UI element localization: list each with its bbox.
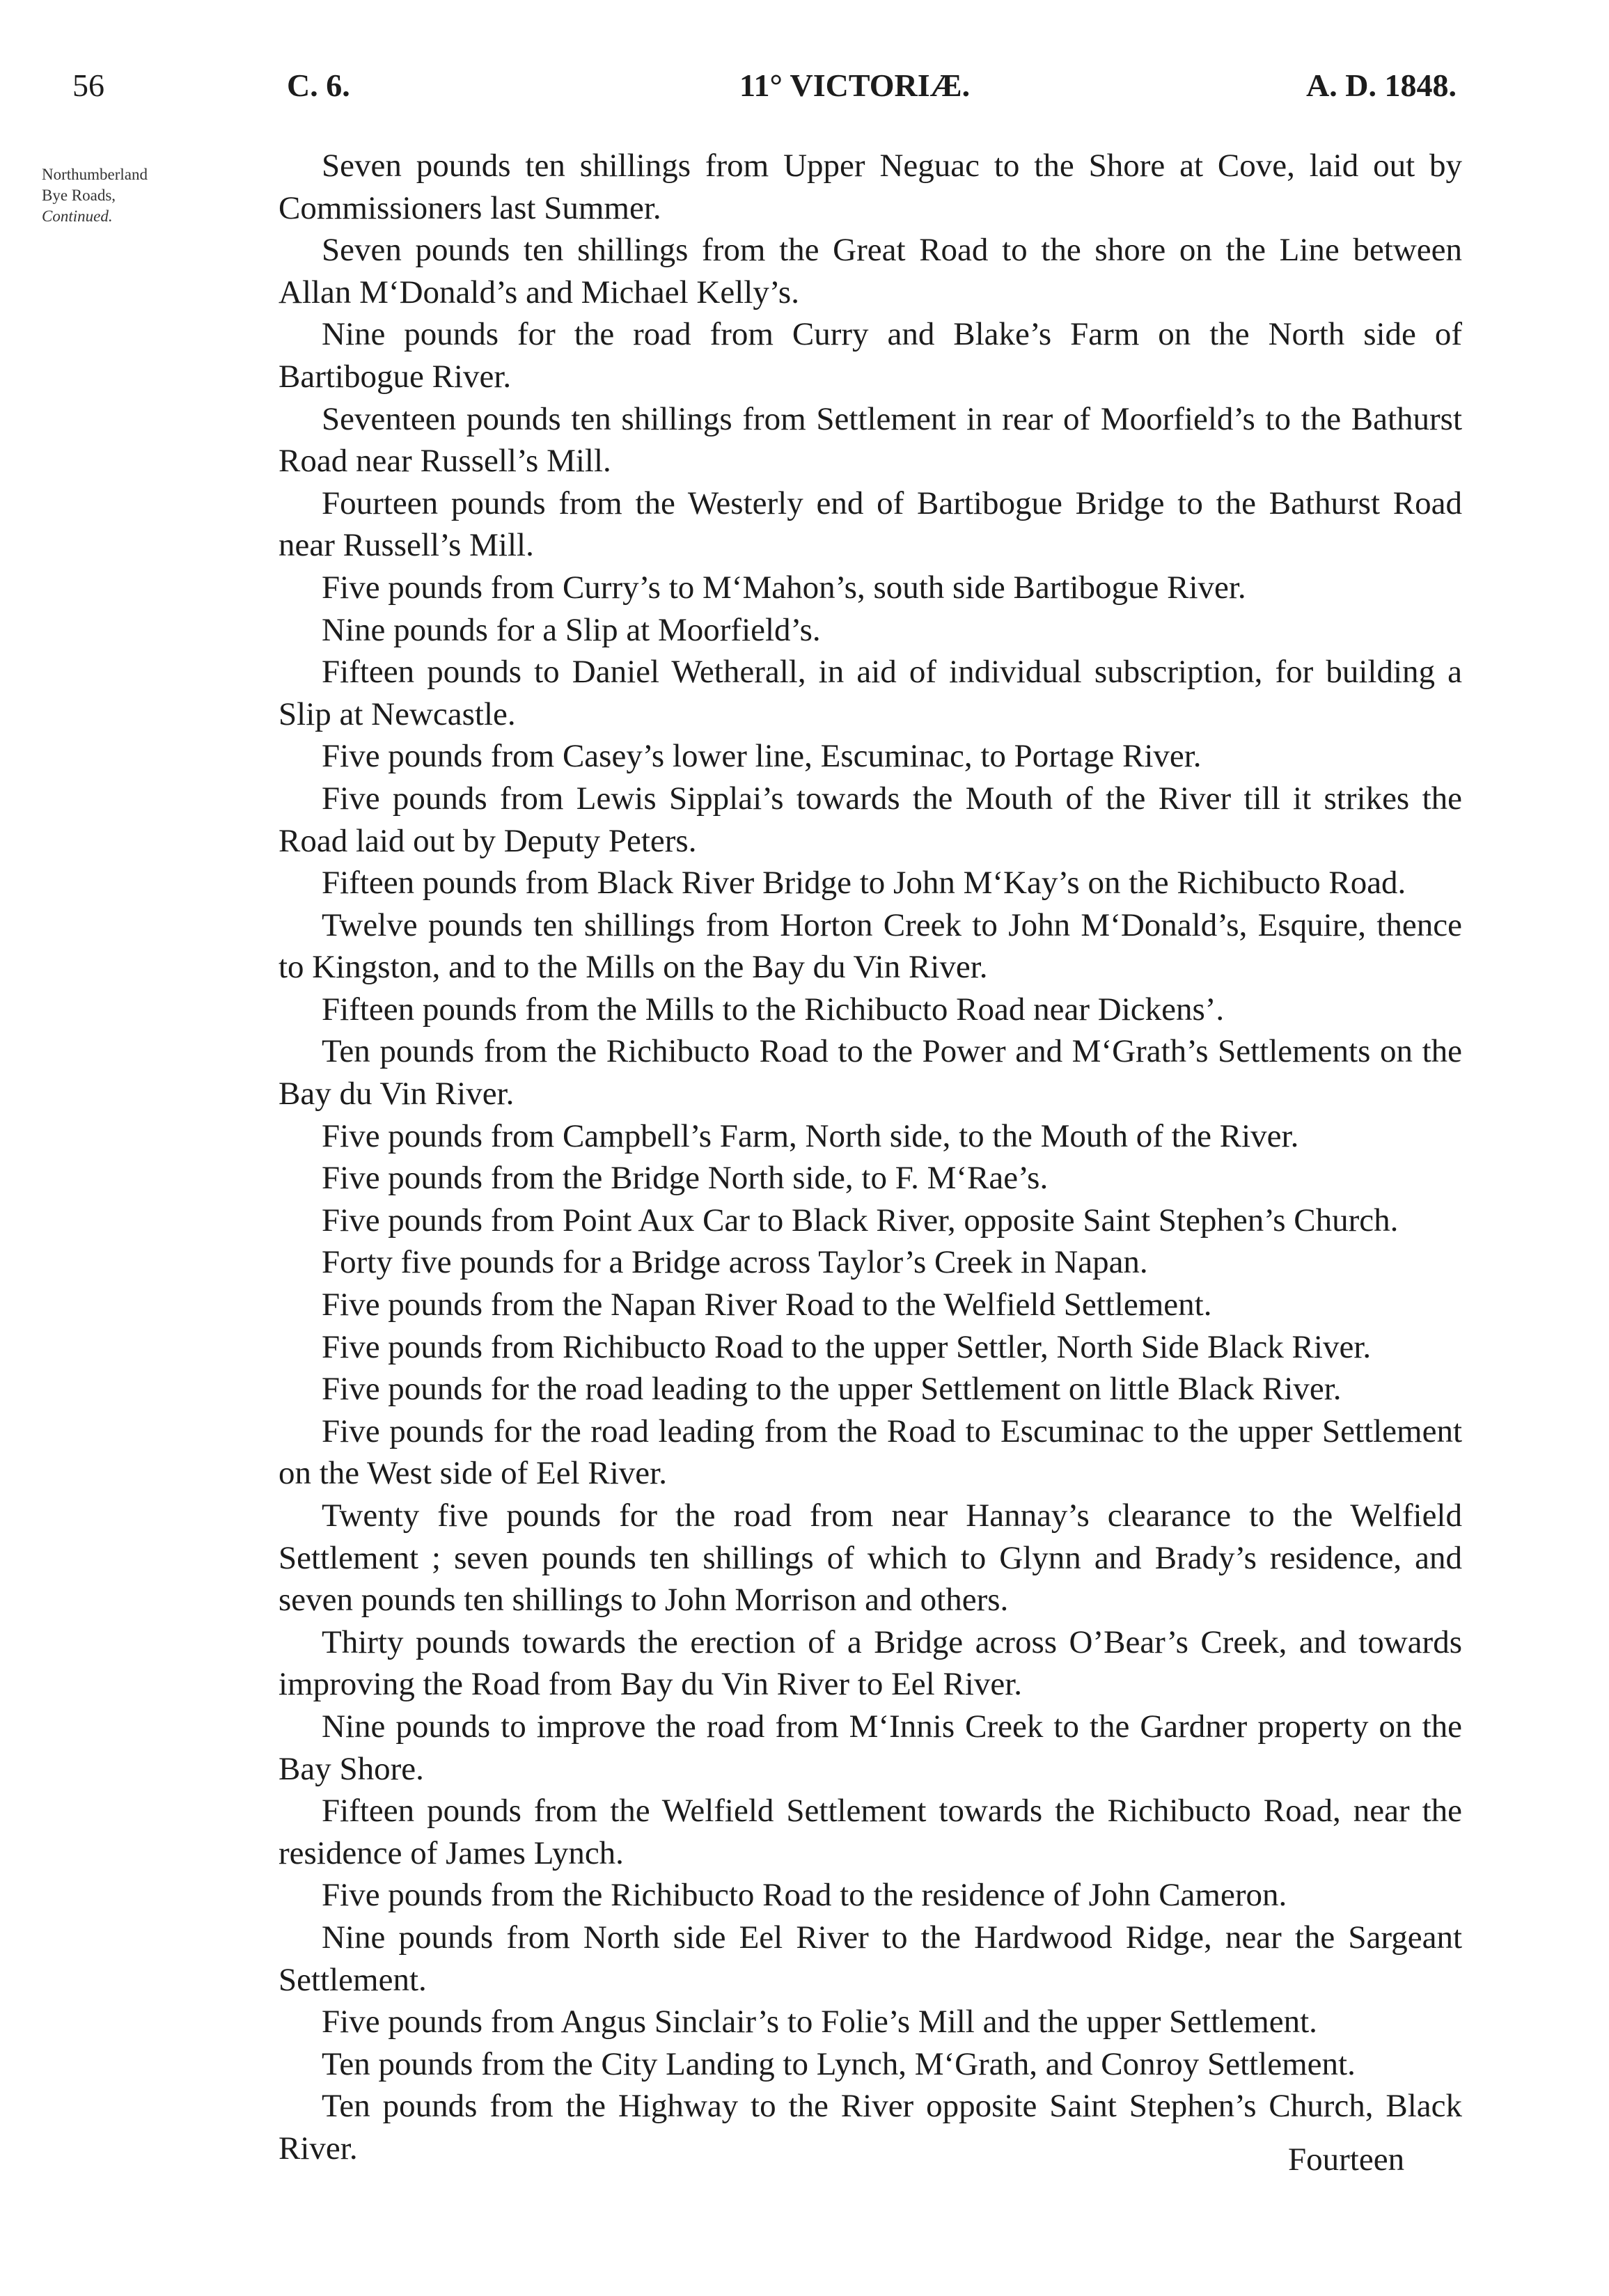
catchword: Fourteen — [1288, 2141, 1405, 2178]
paragraph: Nine pounds from North side Eel River to the Hardwood Ridge, near the Sargeant Settlement. — [278, 1919, 1462, 1998]
paragraph: Fifteen pounds from the Mills to the Richibucto Road near Dickens’. — [322, 991, 1225, 1028]
paragraph: Twenty five pounds for the road from near Hannay’s clearance to the Welfield Settlement ; seven pounds ten shillings of which to Glynn and Brady’s residence, and seven pounds ten shillings to John Morrison and others. — [278, 1497, 1462, 1619]
paragraph: Ten pounds from the Richibucto Road to the Power and M‘Grath’s Settlements on the Bay du Vin River. — [278, 1033, 1462, 1112]
paragraph: Seven pounds ten shillings from the Great Road to the shore on the Line between Allan M‘Donald’s and Michael Kelly’s. — [278, 232, 1462, 310]
paragraph: Five pounds from Richibucto Road to the upper Settler, North Side Black River. — [322, 1328, 1372, 1365]
paragraph: Five pounds from Casey’s lower line, Escuminac, to Portage River. — [322, 738, 1202, 775]
paragraph: Nine pounds for a Slip at Moorfield’s. — [322, 611, 821, 648]
paragraph: Ten pounds from the City Landing to Lynch, M‘Grath, and Conroy Settlement. — [322, 2045, 1356, 2082]
paragraph: Five pounds from Lewis Sipplai’s towards the Mouth of the River till it strikes the Road laid out by Deputy Peters. — [278, 780, 1462, 859]
margin-note-line: Bye Roads, — [42, 187, 116, 204]
paragraph: Five pounds from Campbell’s Farm, North side, to the Mouth of the River. — [322, 1117, 1299, 1154]
paragraph: Forty five pounds for a Bridge across Taylor’s Creek in Napan. — [322, 1244, 1148, 1281]
paragraph: Fifteen pounds from the Welfield Settlement towards the Richibucto Road, near the residence of James Lynch. — [278, 1793, 1462, 1871]
paragraph: Nine pounds to improve the road from M‘Innis Creek to the Gardner property on the Bay Shore. — [278, 1708, 1462, 1787]
paragraph: Thirty pounds towards the erection of a Bridge across O’Bear’s Creek, and towards improving the Road from Bay du Vin River to Eel River. — [278, 1623, 1462, 1703]
margin-note — [42, 164, 265, 227]
running-title: 11° VICTORIÆ. — [739, 68, 971, 103]
margin-note-line: Continued. — [42, 207, 113, 225]
paragraph: Five pounds from the Richibucto Road to the residence of John Cameron. — [322, 1877, 1287, 1914]
year: A. D. 1848. — [1306, 68, 1457, 103]
paragraph: Twelve pounds ten shillings from Horton Creek to John M‘Donald’s, Esquire, thence to Kingston, and to the Mills on the Bay du Vin River. — [278, 906, 1462, 986]
page-header — [0, 67, 1609, 123]
paragraph: Five pounds from Point Aux Car to Black River, opposite Saint Stephen’s Church. — [322, 1202, 1399, 1239]
paragraph: Fifteen pounds from Black River Bridge to John M‘Kay’s on the Richibucto Road. — [322, 865, 1406, 902]
paragraph: Nine pounds for the road from Curry and Blake’s Farm on the North side of Bartibogue River. — [278, 316, 1462, 395]
margin-note-line: Northumberland — [42, 166, 148, 183]
paragraph: Five pounds from Curry’s to M‘Mahon’s, south side Bartibogue River. — [322, 569, 1246, 606]
body-text — [278, 145, 1462, 2170]
paragraph: Ten pounds from the Highway to the River opposite Saint Stephen’s Church, Black River. — [278, 2088, 1462, 2167]
paragraph: Seven pounds ten shillings from Upper Neguac to the Shore at Cove, laid out by Commissioners last Summer. — [278, 148, 1462, 226]
paragraph: Fourteen pounds from the Westerly end of Bartibogue Bridge to the Bathurst Road near Russell’s Mill. — [278, 485, 1462, 564]
paragraph: Five pounds from Angus Sinclair’s to Folie’s Mill and the upper Settlement. — [322, 2004, 1317, 2041]
page-number: 56 — [72, 68, 104, 103]
paragraph: Fifteen pounds to Daniel Wetherall, in aid of individual subscription, for building a Slip at Newcastle. — [278, 654, 1462, 732]
paragraph: Five pounds from the Napan River Road to the Welfield Settlement. — [322, 1287, 1212, 1323]
paragraph: Five pounds for the road leading from the Road to Escuminac to the upper Settlement on the West side of Eel River. — [278, 1413, 1462, 1492]
paragraph: Five pounds for the road leading to the upper Settlement on little Black River. — [322, 1371, 1342, 1408]
chapter-number: C. 6. — [287, 68, 350, 103]
paragraph: Five pounds from the Bridge North side, to F. M‘Rae’s. — [322, 1160, 1049, 1197]
paragraph: Seventeen pounds ten shillings from Settlement in rear of Moorfield’s to the Bathurst Road near Russell’s Mill. — [278, 400, 1462, 480]
